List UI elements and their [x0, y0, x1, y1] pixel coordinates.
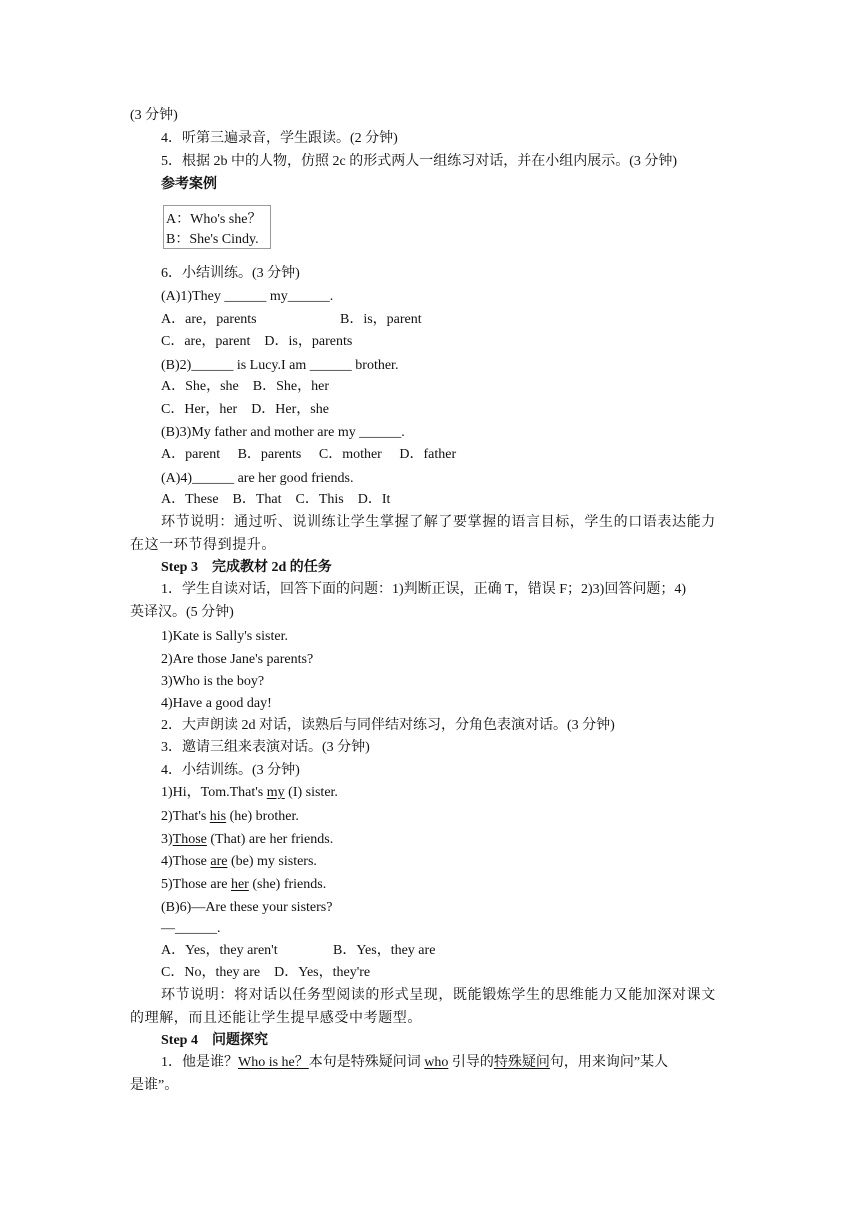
exercise-line — [161, 783, 338, 803]
underlined-term: 特殊疑问 — [493, 1055, 550, 1070]
step-heading: Step 3 完成教材 2d 的任务 — [161, 560, 332, 575]
dialogue-line: B：She's Cindy. — [166, 232, 259, 247]
answer-blank-line: —______. — [161, 921, 221, 936]
option-line: A．are，parents — [161, 312, 257, 327]
text-segment: (I) sister. — [284, 785, 338, 800]
question-line: 1)Kate is Sally's sister. — [161, 629, 288, 644]
question-line: 3)Who is the boy? — [161, 674, 265, 689]
question-line: 2)Are those Jane's parents? — [161, 652, 314, 667]
text-segment: (he) brother. — [226, 809, 299, 824]
text-line: 3．邀请三组来表演对话。(3 分钟) — [161, 740, 370, 755]
text-line: (3 分钟) — [130, 108, 178, 123]
text-segment: (That) are her friends. — [206, 832, 334, 847]
text-segment: 本句是特殊疑问词 — [308, 1055, 425, 1070]
step-heading: Step 4 问题探究 — [161, 1033, 268, 1048]
question-line: (B)3)My father and mother are my ______. — [161, 425, 405, 440]
text-segment: 5)Those are — [161, 877, 231, 892]
text-line: 2．大声朗读 2d 对话，读熟后与同伴结对练习，分角色表演对话。(3 分钟) — [161, 718, 615, 733]
answer-underlined: Those — [172, 832, 207, 847]
exercise-line — [161, 875, 326, 895]
underlined-sentence: Who is he？ — [238, 1055, 309, 1070]
explanation-line: 是谁”。 — [130, 1078, 179, 1093]
text-line: 4．听第三遍录音，学生跟读。(2 分钟) — [161, 131, 398, 146]
text-line: 1．学生自读对话，回答下面的问题：1)判断正误，正确 T，错误 F；2)3)回答问题；4) — [161, 582, 686, 597]
text-segment: 4)Those — [161, 854, 211, 869]
question-line: 4)Have a good day! — [161, 696, 272, 711]
option-line: A．Yes，they aren't — [161, 943, 278, 958]
underlined-word: who — [424, 1055, 449, 1070]
option-line: C．No，they are D．Yes，they're — [161, 965, 371, 980]
note-line: 环节说明：通过听、说训练让学生掌握了解了要掌握的语言目标，学生的口语表达能力 — [161, 515, 716, 530]
note-line: 的理解，而且还能让学生提早感受中考题型。 — [130, 1011, 422, 1026]
option-line: C．are，parent D．is，parents — [161, 334, 353, 349]
text-segment: 3) — [161, 832, 173, 847]
text-segment: 1)Hi，Tom.That's — [161, 785, 267, 800]
option-line: A．These B．That C．This D．It — [161, 492, 391, 507]
answer-underlined: my — [266, 785, 285, 800]
question-line: (B)2)______ is Lucy.I am ______ brother. — [161, 358, 399, 373]
note-line: 在这一环节得到提升。 — [130, 538, 276, 553]
text-segment: 句，用来询问”某人 — [549, 1055, 669, 1070]
text-segment: 引导的 — [448, 1055, 494, 1070]
option-line: C．Her，her D．Her，she — [161, 402, 329, 417]
text-line: 6．小结训练。(3 分钟) — [161, 266, 300, 281]
note-line: 环节说明：将对话以任务型阅读的形式呈现，既能锻炼学生的思维能力又能加深对课文 — [161, 988, 716, 1003]
exercise-line — [161, 830, 333, 850]
text-segment: 1．他是谁？ — [161, 1055, 238, 1070]
dialogue-line: A：Who's she？ — [166, 212, 262, 227]
text-line: 英译汉。(5 分钟) — [130, 605, 234, 620]
option-line: A．parent B．parents C．mother D．father — [161, 447, 457, 462]
explanation-line — [161, 1053, 668, 1073]
answer-underlined: his — [209, 809, 227, 824]
exercise-line — [161, 852, 317, 872]
section-heading: 参考案例 — [161, 177, 217, 192]
option-line: A．She，she B．She，her — [161, 379, 329, 394]
question-line: (A)4)______ are her good friends. — [161, 471, 354, 486]
text-segment: (she) friends. — [248, 877, 327, 892]
text-segment: 2)That's — [161, 809, 210, 824]
answer-underlined: her — [230, 877, 249, 892]
text-line: 4．小结训练。(3 分钟) — [161, 763, 300, 778]
exercise-line — [161, 807, 299, 827]
answer-underlined: are — [210, 854, 228, 869]
text-segment: (be) my sisters. — [227, 854, 317, 869]
option-line: B．is，parent — [340, 312, 422, 327]
text-line: 5．根据 2b 中的人物，仿照 2c 的形式两人一组练习对话，并在小组内展示。(3 分钟) — [161, 154, 678, 169]
question-line: (A)1)They ______ my______. — [161, 289, 334, 304]
option-line: B．Yes，they are — [333, 943, 436, 958]
question-line: (B)6)—Are these your sisters? — [161, 900, 333, 915]
